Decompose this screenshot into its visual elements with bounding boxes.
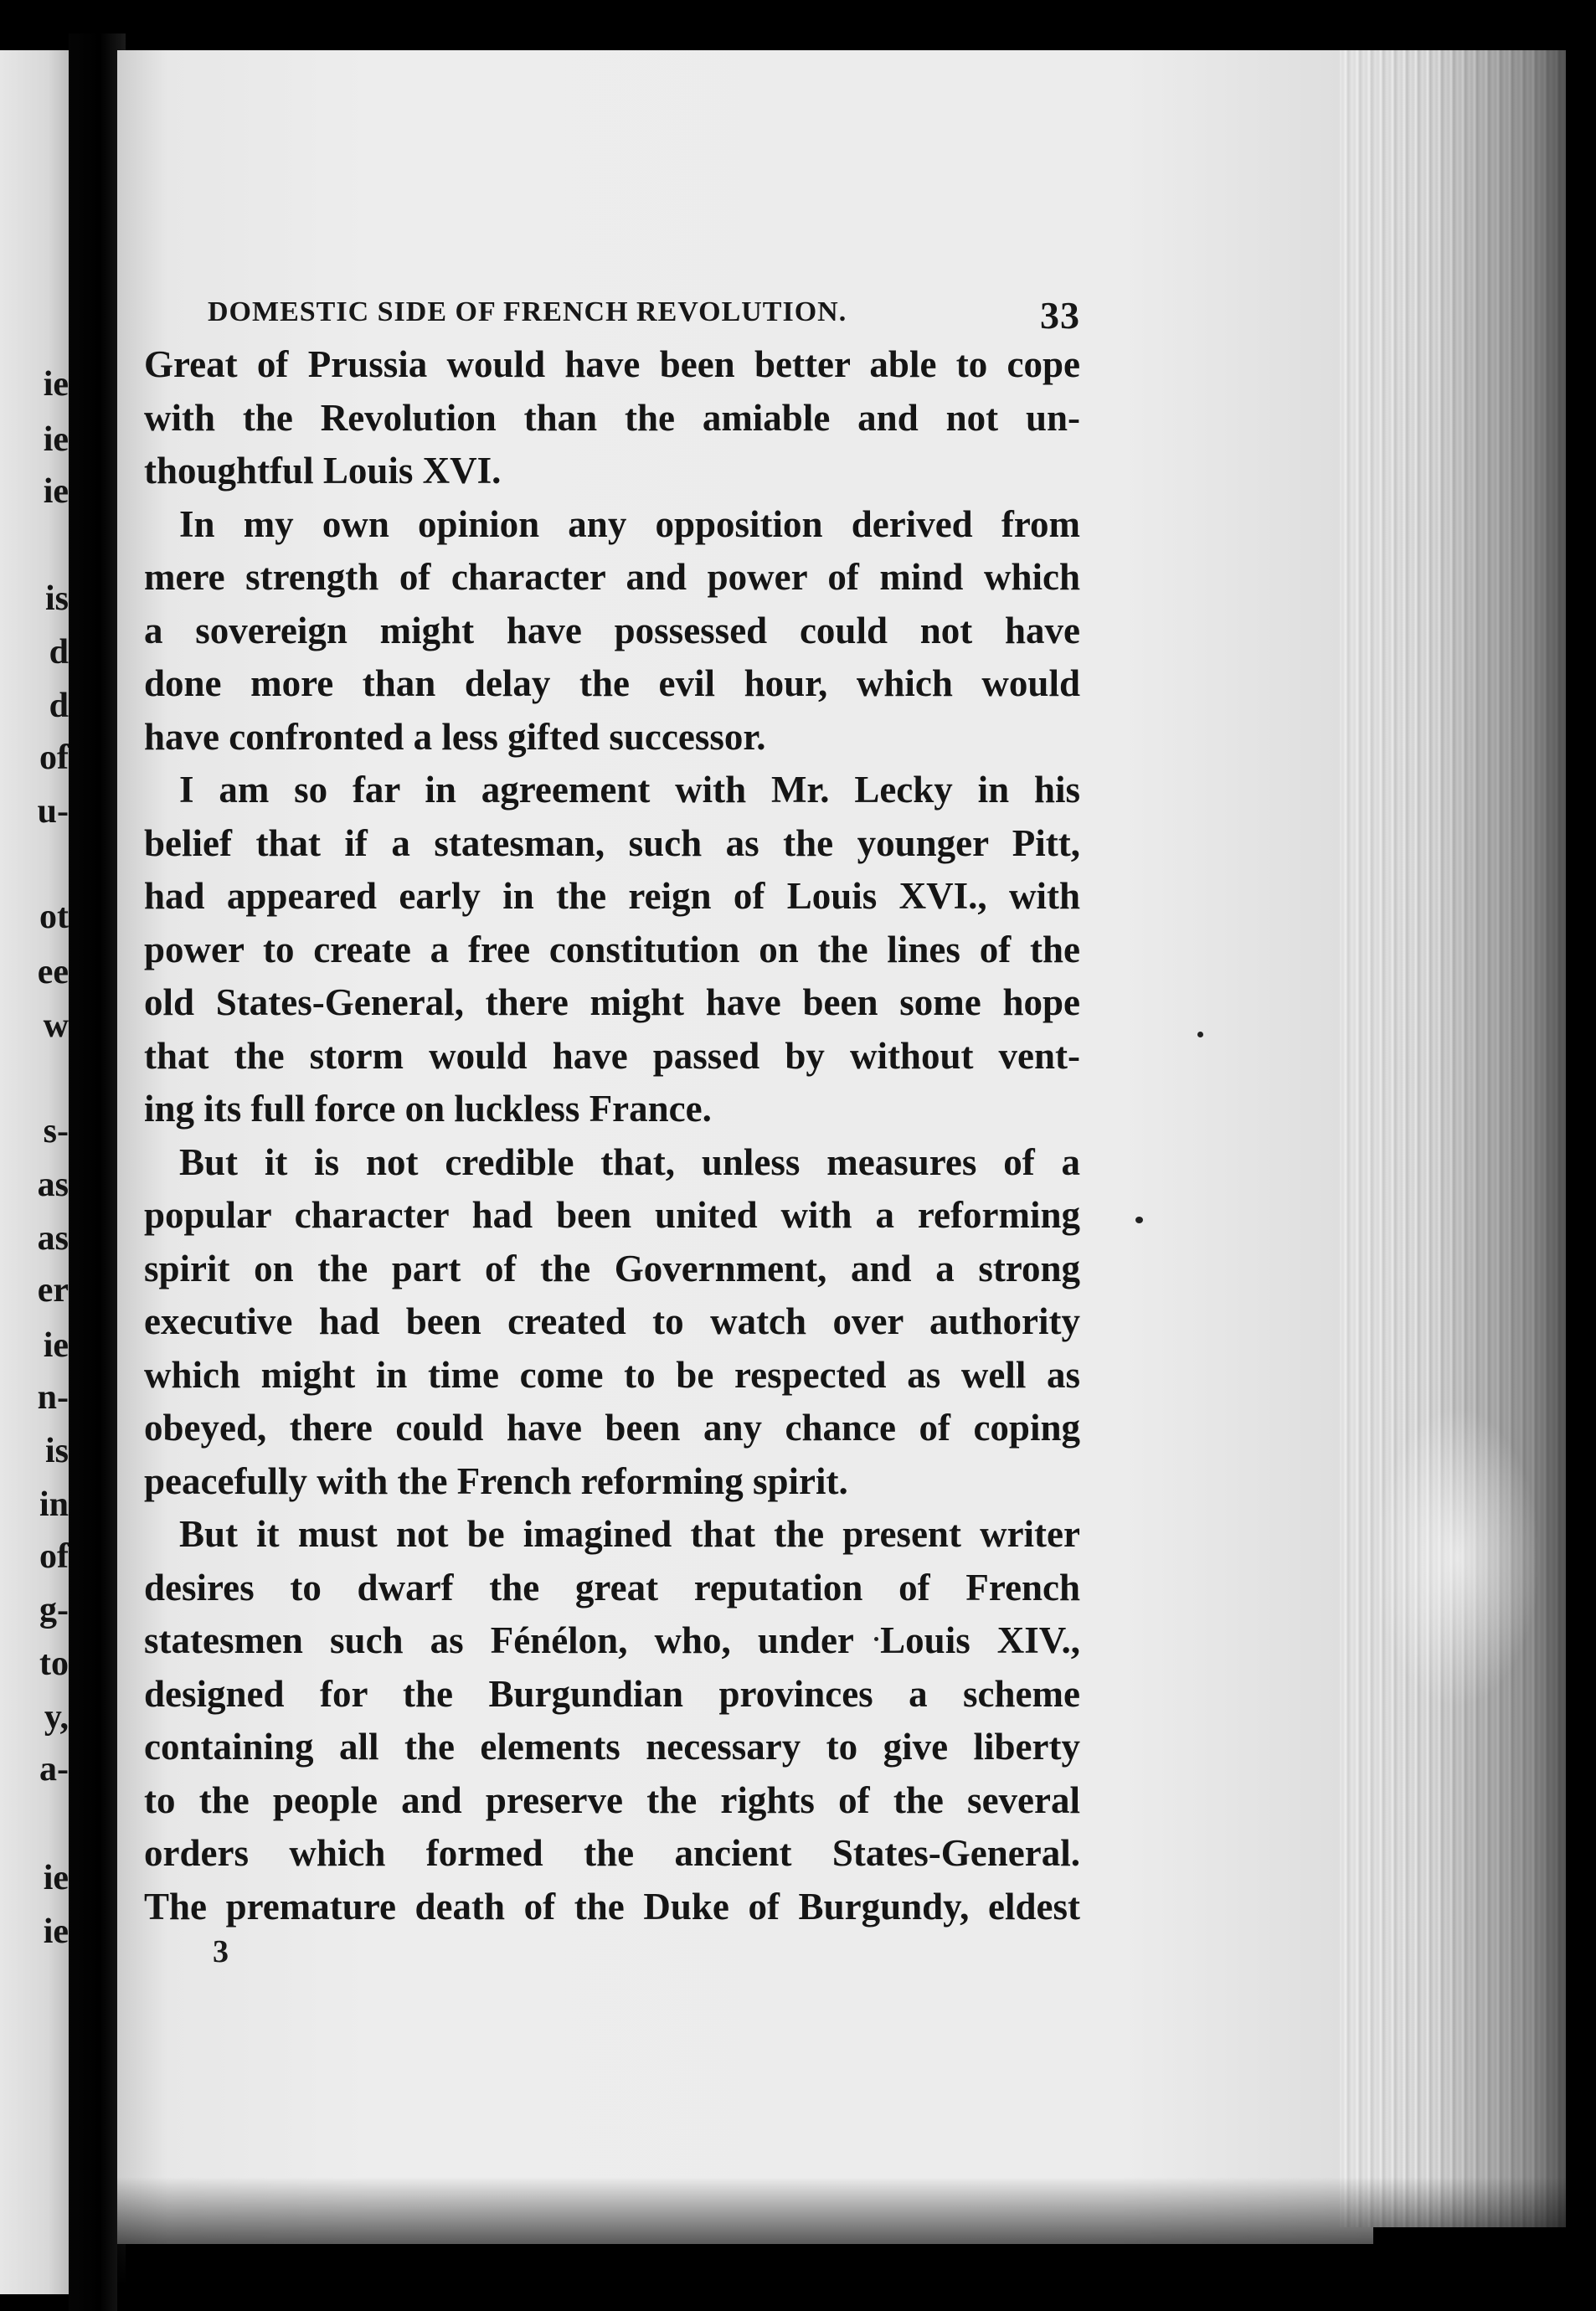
text-line: Great of Prussia would have been better able to cope (144, 343, 1080, 385)
text-line: which might in time come to be respected as well as (144, 1353, 1080, 1396)
left-page-fragment: y, (44, 1698, 69, 1737)
text-line: statesmen such as Fénélon, who, under Louis XIV., (144, 1619, 1080, 1661)
left-facing-page (0, 50, 69, 2294)
text-line: The premature death of the Duke of Burgundy, eldest (144, 1885, 1080, 1928)
left-page-fragment: of (39, 739, 69, 777)
left-page-fragment: to (39, 1644, 69, 1683)
left-page-fragment: of (39, 1537, 69, 1576)
text-line: mere strength of character and power of mind which (144, 556, 1080, 598)
text-line: ing its full force on luckless France. (144, 1088, 712, 1130)
text-line: desires to dwarf the great reputation of French (144, 1566, 1080, 1608)
text-line: designed for the Burgundian provinces a scheme (144, 1672, 1080, 1715)
text-line: But it must not be imagined that the present writer (179, 1513, 1080, 1555)
text-line: But it is not credible that, unless measures of a (179, 1140, 1080, 1183)
left-page-fragment: d (49, 633, 69, 672)
signature-mark: 3 (213, 1934, 229, 1969)
left-page-fragment: ee (37, 953, 69, 991)
left-page-fragment: is (44, 1432, 69, 1470)
left-page-fragment: as (37, 1219, 69, 1258)
left-page-fragment: w (43, 1006, 69, 1045)
left-page-fragment: as (37, 1166, 69, 1204)
page-text-block (144, 285, 1080, 1984)
left-page-fragment: s- (43, 1112, 69, 1150)
text-line: containing all the elements necessary to give liberty (144, 1726, 1080, 1768)
text-line: have confronted a less gifted successor. (144, 715, 766, 758)
text-line: In my own opinion any opposition derived from (179, 502, 1080, 545)
signature-area (144, 1933, 1080, 1984)
running-head-title: DOMESTIC SIDE OF FRENCH REVOLUTION. (208, 296, 847, 327)
paragraph (144, 338, 1080, 498)
left-page-fragment: ie (43, 1859, 69, 1897)
text-line: had appeared early in the reign of Louis XVI., with (144, 875, 1080, 917)
page-number: 33 (1040, 294, 1080, 337)
left-page-fragment: ie (43, 472, 69, 511)
left-page-fragment: u- (37, 792, 69, 831)
left-page-fragment: a- (39, 1750, 69, 1789)
text-line: with the Revolution than the amiable and not un- (144, 396, 1080, 439)
scan-bottom-shadow (117, 2177, 1596, 2311)
paragraph (144, 498, 1080, 764)
body-text (144, 338, 1080, 1933)
left-page-fragment: is (44, 579, 69, 618)
text-line: old States-General, there might have been some hope (144, 981, 1080, 1023)
page-edges-shading (1340, 50, 1596, 2227)
text-line: to the people and preserve the rights of the several (144, 1778, 1080, 1821)
text-line: thoughtful Louis XVI. (144, 450, 502, 492)
paragraph (144, 1136, 1080, 1509)
text-line: I am so far in agreement with Mr. Lecky in his (179, 769, 1080, 811)
left-page-fragment: er (37, 1271, 69, 1310)
left-page-fragment: in (39, 1485, 69, 1524)
text-line: peacefully with the French reforming spirit. (144, 1459, 848, 1502)
text-line: obeyed, there could have been any chance of coping (144, 1407, 1080, 1449)
left-page-fragment: d (49, 687, 69, 725)
left-page-fragment: n- (37, 1378, 69, 1417)
text-line: belief that if a statesman, such as the younger Pitt, (144, 821, 1080, 864)
text-line: popular character had been united with a reforming (144, 1194, 1080, 1236)
page-speck (1135, 1217, 1143, 1223)
left-page-fragment: ie (43, 1326, 69, 1365)
left-page-fragment: ie (43, 1912, 69, 1951)
scan-top-border (0, 0, 1596, 54)
text-line: power to create a free constitution on the lines of the (144, 928, 1080, 970)
left-page-fragment: g- (39, 1591, 69, 1629)
paragraph (144, 764, 1080, 1136)
scan-right-border (1566, 0, 1596, 2311)
text-line: orders which formed the ancient States-General. (144, 1832, 1080, 1874)
text-line: spirit on the part of the Government, and a strong (144, 1247, 1080, 1289)
text-line: executive had been created to watch over authority (144, 1300, 1080, 1342)
page-edge-stain (1373, 1407, 1541, 1708)
text-line: a sovereign might have possessed could not have (144, 609, 1080, 651)
page-speck (1197, 1032, 1203, 1037)
left-page-fragment: ot (39, 898, 69, 936)
left-page-fragment: ie (43, 365, 69, 404)
left-page-fragment: ie (43, 420, 69, 459)
paragraph (144, 1508, 1080, 1933)
running-head (144, 285, 1080, 338)
text-line: done more than delay the evil hour, which would (144, 662, 1080, 704)
text-line: that the storm would have passed by without vent- (144, 1034, 1080, 1077)
